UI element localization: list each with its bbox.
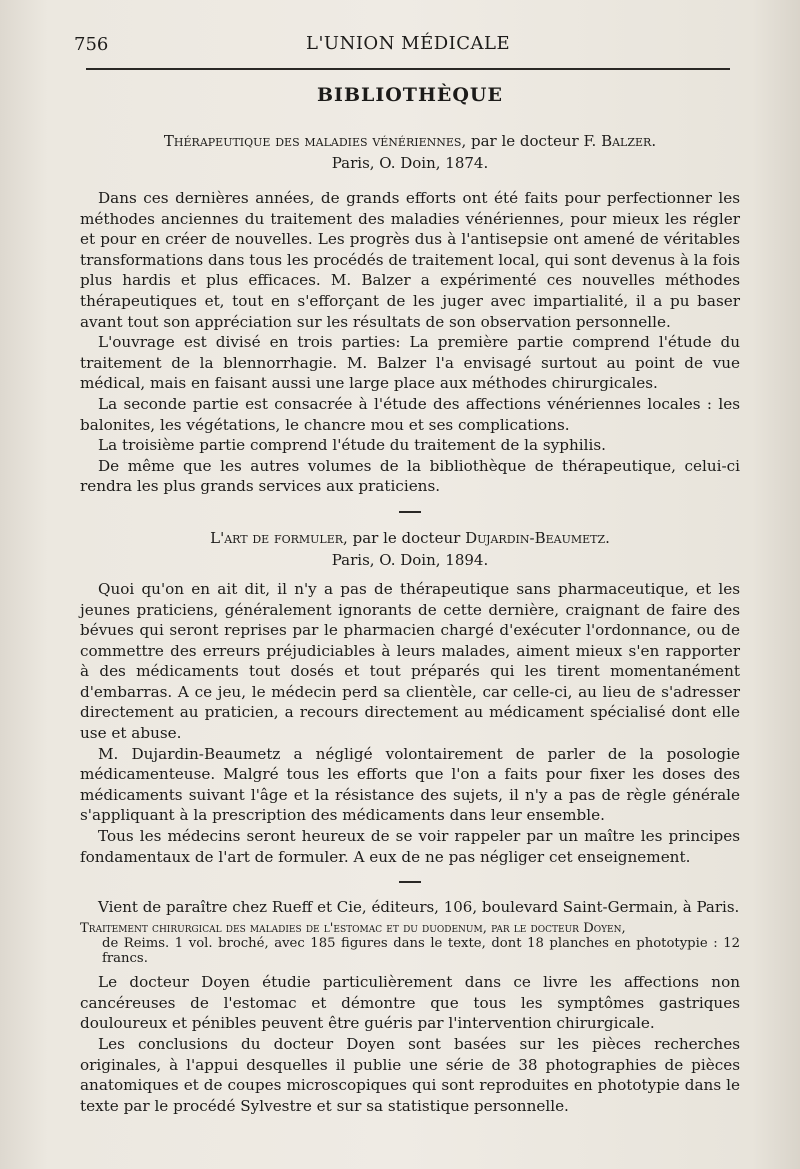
book-details: de Reims. 1 vol. broché, avec 185 figures dans le texte, dont 18 planches en phototypie : 12 francs. bbox=[102, 936, 740, 967]
section-title: BIBLIOTHÈQUE bbox=[317, 84, 503, 106]
section-separator bbox=[399, 511, 421, 513]
author-name: Balzer. bbox=[601, 132, 657, 150]
page-number: 756 bbox=[74, 34, 109, 55]
page-content bbox=[80, 84, 740, 1116]
review-paragraph: La troisième partie comprend l'étude du traitement de la syphilis. bbox=[98, 436, 606, 455]
author-name: Dujardin-Beaumetz. bbox=[465, 528, 610, 547]
review-balzer bbox=[80, 130, 740, 497]
notice-paragraph: Les conclusions du docteur Doyen sont basées sur les pièces recherches originales, à l'appui desquelles il publie une série de 38 photographies de pièces anatomiques et de coupes microscopiques qui sont reproduites en phototypie dans le texte par le procédé Sylvestre et sur sa statistique personnelle. bbox=[80, 1035, 740, 1115]
review-paragraph: Quoi qu'on en ait dit, il n'y a pas de thérapeutique sans pharmaceutique, et les jeunes praticiens, généralement ignorants de cette dernière, craignant de faire des bévues qui seront reprises par le pharmacien chargé d'exécuter l'ordonnance, ou de commettre des erreurs préjudiciables à leurs malades, aiment mieux s'en rapporter à des médicaments tout dosés et tout préparés qui les tirent momentanément d'embarras. A ce jeu, le médecin perd sa clientèle, car celle-ci, au lieu de s'adresser directement au praticien, a recours directement au médicament spécialisé dont elle use et abuse. bbox=[80, 579, 740, 743]
review-paragraph: Dans ces dernières années, de grands efforts ont été faits pour perfectionner les méthodes anciennes du traitement des maladies vénériennes, pour mieux les régler et pour en créer de nouvelles. Les progrès dus à l'antisepsie ont amené de véritables transformations dans tous les procédés de traitement local, qui sont devenus à la fois plus hardis et plus efficaces. M. Balzer a expérimenté ces nouvelles méthodes thérapeutiques et, tout en s'efforçant de les juger avec impartialité, il a pu baser avant tout son appréciation sur les résultats de son observation personnelle. bbox=[80, 189, 740, 331]
header-rule bbox=[86, 68, 730, 70]
publisher-line: Paris, O. Doin, 1894. bbox=[331, 550, 489, 569]
review-paragraph: Tous les médecins seront heureux de se voir rappeler par un maître les principes fondamentaux de l'art de formuler. A eux de ne pas négliger cet enseignement. bbox=[80, 827, 740, 866]
section-separator bbox=[399, 881, 421, 883]
book-title: Thérapeutique des maladies vénériennes, bbox=[163, 132, 467, 150]
announcement-line: Vient de paraître chez Rueff et Cie, éditeurs, 106, boulevard Saint-Germain, à Paris. bbox=[98, 898, 740, 917]
book-title: L'art de formuler, bbox=[210, 528, 348, 547]
author-prefix: par le docteur F. bbox=[471, 132, 597, 150]
review-paragraph: De même que les autres volumes de la bibliothèque de thérapeutique, celui-ci rendra les plus grands services aux praticiens. bbox=[80, 456, 740, 496]
author-prefix: par le docteur bbox=[352, 528, 461, 547]
notice-paragraph: Le docteur Doyen étudie particulièrement dans ce livre les affections non cancéreuses de l'estomac et démontre que tous les symptômes gastriques douloureux et pénibles peuvent être guéris par l'intervention chirurgicale. bbox=[80, 973, 740, 1033]
review-paragraph: La seconde partie est consacrée à l'étude des affections vénériennes locales : les balonites, les végétations, le chancre mou et ses complications. bbox=[80, 394, 740, 434]
publisher-line: Paris, O. Doin, 1874. bbox=[331, 154, 489, 172]
book-title: Traitement chirurgical des maladies de l'estomac et du duodenum, bbox=[80, 921, 487, 937]
review-dujardin bbox=[80, 527, 740, 867]
journal-title: L'UNION MÉDICALE bbox=[306, 33, 511, 54]
review-paragraph: M. Dujardin-Beaumetz a négligé volontairement de parler de la posologie médicamenteuse. Malgré tous les efforts que l'on a faits pour fixer les doses des médicaments suivant l'âge et la résistance des sujets, il n'y a pas de règle générale s'appliquant à la prescription des médicaments dans leur ensemble. bbox=[80, 744, 740, 825]
review-paragraph: L'ouvrage est divisé en trois parties: La première partie comprend l'étude du traitement de la blennorrhagie. M. Balzer l'a envisagé surtout au point de vue médical, mais en faisant aussi une large place aux méthodes chirurgicales. bbox=[80, 333, 740, 393]
publication-notice bbox=[80, 897, 740, 1116]
page-header bbox=[74, 30, 730, 60]
author-name: par le docteur Doyen, bbox=[491, 921, 626, 937]
book-entry bbox=[80, 921, 740, 966]
review-reference bbox=[80, 527, 740, 549]
review-reference bbox=[80, 130, 740, 152]
